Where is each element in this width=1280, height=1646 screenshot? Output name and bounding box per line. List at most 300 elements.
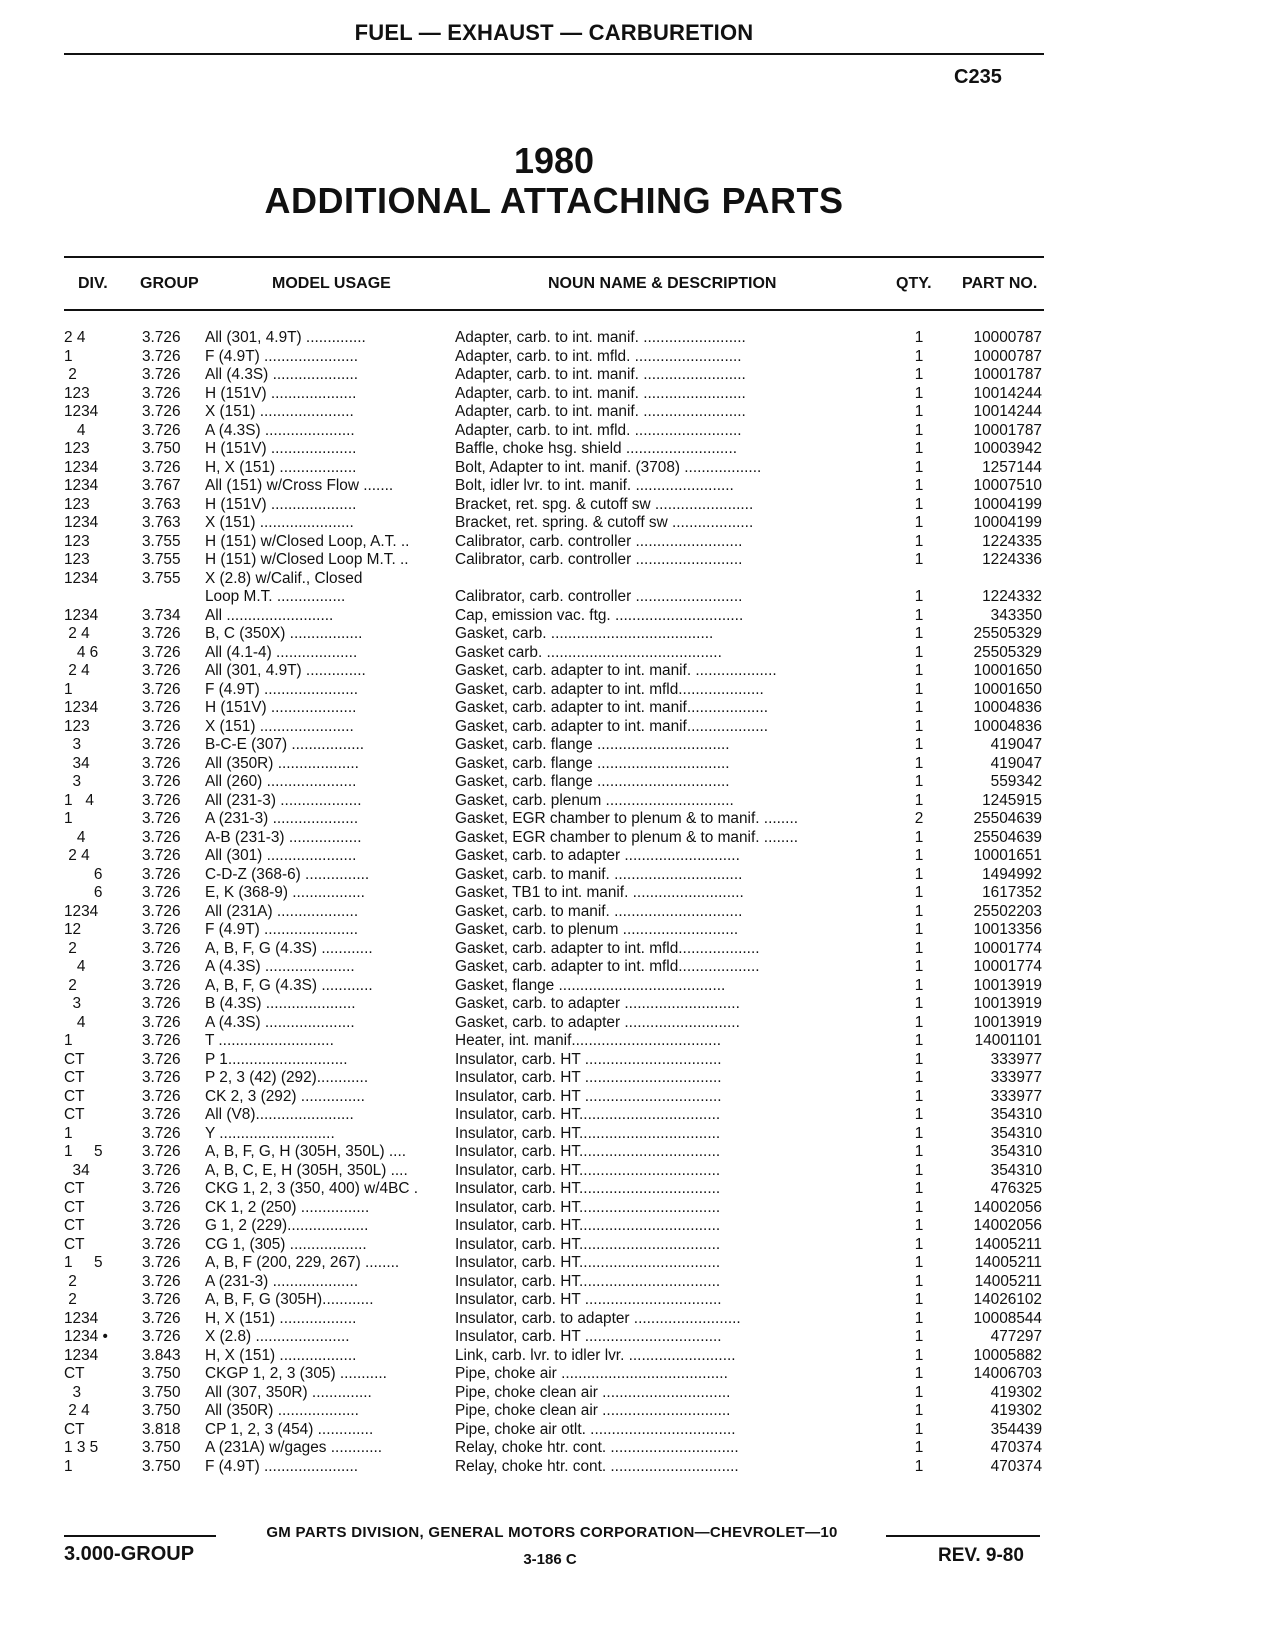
cell-qty: 1 [914, 939, 924, 957]
cell-noun-name: Bolt, Adapter to int. manif. (3708) .................. [455, 458, 762, 476]
table-row [64, 385, 1044, 404]
table-row [64, 1236, 1044, 1255]
cell-qty: 1 [914, 1420, 924, 1438]
cell-model-usage: X (151) ...................... [205, 514, 354, 531]
cell-noun-name: Gasket, carb. adapter to int. manif. ................... [455, 662, 777, 679]
cell-group: 3.726 [142, 773, 181, 790]
cell-qty: 1 [914, 1124, 924, 1142]
cell-div: CT [64, 1050, 85, 1068]
cell-model-usage: H, X (151) .................. [205, 1309, 357, 1327]
cell-noun-name: Pipe, choke air otlt. .................................. [455, 1420, 736, 1438]
cell-group: 3.726 [142, 921, 181, 938]
cell-qty: 1 [914, 1198, 924, 1216]
cell-model-usage: X (151) ...................... [205, 717, 354, 735]
table-row [64, 699, 1044, 718]
cell-part-no: 10001651 [973, 847, 1042, 864]
cell-div: 2 4 [64, 625, 90, 642]
cell-qty: 1 [914, 1087, 924, 1105]
cell-group: 3.726 [142, 680, 181, 698]
cell-model-usage: A, B, F, G (4.3S) ............ [205, 976, 373, 994]
cell-part-no: 10001650 [973, 662, 1042, 679]
footer-rule-left [64, 1535, 216, 1537]
cell-qty: 1 [914, 976, 924, 994]
table-row [64, 1439, 1044, 1458]
table-row [64, 792, 1044, 811]
cell-group: 3.750 [142, 1457, 181, 1475]
cell-qty: 1 [914, 662, 924, 679]
cell-div: 2 [64, 976, 77, 994]
table-row [64, 551, 1044, 570]
cell-part-no: 25502203 [973, 902, 1042, 920]
cell-part-no: 10013919 [973, 995, 1042, 1012]
cell-noun-name: Adapter, carb. to int. manif. ........................ [455, 329, 746, 346]
cell-group: 3.726 [142, 958, 181, 975]
cell-noun-name: Link, carb. lvr. to idler lvr. ......................... [455, 1346, 736, 1364]
cell-model-usage: A (4.3S) ..................... [205, 421, 355, 439]
header-rule [64, 53, 1044, 55]
cell-part-no: 10007510 [973, 477, 1042, 494]
cell-group: 3.843 [142, 1346, 181, 1364]
cell-part-no: 419047 [990, 736, 1042, 753]
cell-qty: 1 [914, 551, 924, 568]
cell-qty: 1 [914, 1402, 924, 1419]
table-row [64, 459, 1044, 478]
cell-part-no: 354310 [990, 1143, 1042, 1160]
cell-div: 1234 [64, 699, 99, 716]
cell-qty: 1 [914, 921, 924, 938]
cell-noun-name: Gasket, carb. to plenum ........................... [455, 921, 739, 938]
cell-qty: 1 [914, 514, 924, 531]
table-row [64, 847, 1044, 866]
cell-qty: 1 [914, 754, 924, 772]
cell-model-usage: CP 1, 2, 3 (454) ............. [205, 1420, 374, 1438]
cell-qty: 1 [914, 1069, 924, 1086]
footer-publisher: GM PARTS DIVISION, GENERAL MOTORS CORPORATION—CHEVROLET—10 [266, 1524, 838, 1541]
cell-model-usage: H (151V) .................... [205, 440, 357, 457]
cell-part-no: 1257144 [982, 458, 1042, 476]
cell-part-no: 14026102 [973, 1291, 1042, 1308]
table-row [64, 644, 1044, 663]
column-header-model-usage: MODEL USAGE [272, 275, 391, 292]
cell-noun-name: Insulator, carb. HT................................. [455, 1161, 721, 1179]
cell-group: 3.750 [142, 1365, 181, 1382]
cell-noun-name: Adapter, carb. to int. mfld. ......................... [455, 347, 742, 365]
cell-model-usage: P 2, 3 (42) (292)............ [205, 1069, 369, 1086]
cell-noun-name: Gasket, carb. to adapter ........................... [455, 1013, 740, 1031]
cell-div: 1234 [64, 1346, 99, 1364]
cell-group: 3.726 [142, 1106, 181, 1123]
cell-part-no: 10013356 [973, 921, 1042, 938]
cell-group: 3.726 [142, 403, 181, 420]
cell-model-usage: B, C (350X) ................. [205, 625, 363, 642]
cell-part-no: 419302 [990, 1383, 1042, 1401]
cell-div: 4 [64, 828, 86, 846]
cell-div: 2 [64, 366, 77, 383]
cell-noun-name: Gasket, carb. adapter to int. mfld................... [455, 958, 760, 975]
table-row [64, 662, 1044, 681]
cell-part-no: 14001101 [974, 1032, 1042, 1049]
cell-noun-name: Gasket, carb. flange ............................... [455, 754, 730, 772]
cell-div: 1234 [64, 902, 99, 920]
cell-model-usage: A, B, C, E, H (305H, 350L) .... [205, 1161, 408, 1179]
cell-qty: 1 [914, 865, 924, 883]
table-row [64, 607, 1044, 626]
cell-noun-name: Bracket, ret. spg. & cutoff sw ....................... [455, 495, 754, 513]
cell-noun-name: Gasket, carb. to adapter ........................... [455, 847, 740, 864]
table-row [64, 940, 1044, 959]
cell-div: 2 4 [64, 329, 86, 346]
cell-noun-name: Gasket, carb. to manif. .............................. [455, 865, 743, 883]
table-row [64, 903, 1044, 922]
cell-noun-name: Insulator, carb. HT................................. [455, 1143, 721, 1160]
cell-div: 1 4 [64, 791, 94, 809]
table-row [64, 570, 1044, 589]
cell-group: 3.726 [142, 847, 181, 864]
cell-part-no: 333977 [990, 1087, 1042, 1105]
cell-group: 3.726 [142, 1217, 181, 1234]
table-row [64, 810, 1044, 829]
cell-div: 1 5 [64, 1143, 103, 1160]
cell-group: 3.726 [142, 995, 181, 1012]
cell-noun-name: Insulator, carb. HT................................. [455, 1198, 721, 1216]
cell-model-usage: A (231-3) .................... [205, 1272, 359, 1290]
cell-div: 3 [64, 773, 82, 790]
cell-noun-name: Insulator, carb. HT................................. [455, 1217, 721, 1234]
cell-group: 3.726 [142, 1198, 181, 1216]
cell-div: 2 [64, 1272, 77, 1290]
table-row [64, 440, 1044, 459]
table-row [64, 1347, 1044, 1366]
cell-model-usage: All (231A) ................... [205, 902, 359, 920]
table-row [64, 329, 1044, 348]
cell-model-usage: H (151V) .................... [205, 699, 357, 716]
cell-qty: 1 [914, 495, 924, 513]
table-row [64, 1365, 1044, 1384]
table-row [64, 1125, 1044, 1144]
cell-model-usage: Loop M.T. ................ [205, 588, 346, 605]
cell-div: 3 [64, 736, 82, 753]
cell-group: 3.726 [142, 976, 181, 994]
cell-div: 1234 [64, 458, 99, 476]
cell-noun-name: Heater, int. manif................................... [455, 1032, 721, 1049]
cell-div: 1 [64, 1032, 73, 1049]
cell-qty: 1 [914, 1328, 924, 1345]
cell-part-no: 559342 [990, 773, 1042, 790]
cell-model-usage: All (301, 4.9T) .............. [205, 329, 366, 346]
cell-div: 34 [64, 754, 90, 772]
cell-group: 3.750 [142, 1402, 181, 1419]
cell-noun-name: Bolt, idler lvr. to int. manif. ....................... [455, 477, 734, 494]
cell-model-usage: All (301, 4.9T) .............. [205, 662, 366, 679]
cell-noun-name: Calibrator, carb. controller ......................... [455, 532, 743, 550]
cell-model-usage: P 1............................ [205, 1050, 348, 1068]
cell-div: 1234 [64, 477, 99, 494]
cell-group: 3.726 [142, 1124, 181, 1142]
cell-part-no: 343350 [990, 606, 1042, 624]
cell-model-usage: F (4.9T) ...................... [205, 680, 359, 698]
cell-noun-name: Gasket, carb. plenum .............................. [455, 791, 734, 809]
cell-model-usage: T ........................... [205, 1032, 334, 1049]
table-row [64, 1162, 1044, 1181]
cell-model-usage: All (4.3S) .................... [205, 366, 359, 383]
cell-group: 3.726 [142, 662, 181, 679]
section-title: FUEL — EXHAUST — CARBURETION [354, 20, 754, 45]
cell-part-no: 25505329 [973, 625, 1042, 642]
cell-qty: 1 [914, 477, 924, 494]
cell-part-no: 25504639 [973, 828, 1042, 846]
cell-div: CT [64, 1235, 85, 1253]
cell-model-usage: A (4.3S) ..................... [205, 958, 355, 975]
cell-div: 1234 [64, 514, 99, 531]
table-row [64, 477, 1044, 496]
cell-group: 3.726 [142, 366, 181, 383]
cell-qty: 1 [914, 1013, 924, 1031]
cell-part-no: 1224336 [982, 551, 1042, 568]
table-row [64, 829, 1044, 848]
cell-noun-name: Adapter, carb. to int. manif. ........................ [455, 366, 746, 383]
cell-noun-name: Gasket, carb. adapter to int. manif................... [455, 699, 769, 716]
cell-part-no: 10004199 [973, 514, 1042, 531]
cell-group: 3.755 [142, 569, 181, 587]
cell-model-usage: CKGP 1, 2, 3 (305) ........... [205, 1365, 387, 1382]
cell-group: 3.726 [142, 1235, 181, 1253]
cell-group: 3.726 [142, 699, 181, 716]
table-row [64, 1051, 1044, 1070]
cell-qty: 1 [914, 366, 924, 383]
cell-qty: 1 [914, 384, 924, 402]
cell-div: 2 4 [64, 1402, 90, 1419]
cell-noun-name: Pipe, choke clean air .............................. [455, 1402, 731, 1419]
cell-qty: 1 [914, 1346, 924, 1364]
cell-qty: 1 [914, 1106, 924, 1123]
cell-group: 3.750 [142, 440, 181, 457]
cell-noun-name: Relay, choke htr. cont. .............................. [455, 1457, 739, 1475]
cell-qty: 1 [914, 1217, 924, 1234]
cell-group: 3.755 [142, 551, 181, 568]
cell-qty: 1 [914, 1365, 924, 1382]
table-row [64, 422, 1044, 441]
cell-noun-name: Gasket, TB1 to int. manif. .......................... [455, 884, 744, 901]
cell-group: 3.726 [142, 791, 181, 809]
cell-qty: 1 [914, 440, 924, 457]
cell-div: 12 [64, 921, 82, 938]
table-row [64, 718, 1044, 737]
cell-part-no: 10004836 [973, 717, 1042, 735]
table-row [64, 1421, 1044, 1440]
table-row [64, 1180, 1044, 1199]
cell-model-usage: CG 1, (305) .................. [205, 1235, 367, 1253]
cell-div: 4 [64, 958, 86, 975]
cell-qty: 1 [914, 1143, 924, 1160]
cell-qty: 1 [914, 588, 924, 605]
cell-qty: 2 [914, 810, 924, 827]
cell-part-no: 10001650 [973, 680, 1042, 698]
cell-qty: 1 [914, 1235, 924, 1253]
cell-part-no: 10014244 [973, 384, 1042, 402]
cell-qty: 1 [914, 1254, 924, 1271]
cell-part-no: 10008544 [973, 1309, 1042, 1327]
table-row [64, 1014, 1044, 1033]
cell-group: 3.726 [142, 1272, 181, 1290]
cell-part-no: 14002056 [973, 1217, 1042, 1234]
heading-year: 1980 [513, 140, 595, 181]
cell-part-no: 10001774 [973, 958, 1042, 975]
table-row [64, 1273, 1044, 1292]
cell-model-usage: B-C-E (307) ................. [205, 736, 365, 753]
cell-qty: 1 [914, 717, 924, 735]
cell-noun-name: Adapter, carb. to int. manif. ........................ [455, 384, 746, 402]
column-header-group: GROUP [140, 275, 199, 292]
cell-part-no: 10001774 [973, 939, 1042, 957]
table-row [64, 1384, 1044, 1403]
cell-qty: 1 [914, 1439, 924, 1456]
cell-group: 3.726 [142, 754, 181, 772]
cell-model-usage: All (260) ..................... [205, 773, 357, 790]
cell-group: 3.726 [142, 347, 181, 365]
cell-part-no: 476325 [990, 1180, 1042, 1197]
cell-div: 1 [64, 347, 73, 365]
cell-model-usage: A, B, F, G (4.3S) ............ [205, 939, 373, 957]
cell-noun-name: Insulator, carb. HT ................................ [455, 1050, 722, 1068]
table-row [64, 366, 1044, 385]
cell-part-no: 10013919 [973, 976, 1042, 994]
cell-group: 3.726 [142, 902, 181, 920]
cell-group: 3.726 [142, 1143, 181, 1160]
cell-div: 123 [64, 495, 90, 513]
cell-model-usage: Y ........................... [205, 1124, 335, 1142]
cell-qty: 1 [914, 958, 924, 975]
cell-model-usage: All (V8)....................... [205, 1106, 354, 1123]
cell-noun-name: Relay, choke htr. cont. .............................. [455, 1439, 739, 1456]
cell-model-usage: All (301) ..................... [205, 847, 357, 864]
cell-group: 3.726 [142, 717, 181, 735]
cell-group: 3.734 [142, 606, 181, 624]
cell-noun-name: Gasket, flange ....................................... [455, 976, 726, 994]
cell-div: 1 5 [64, 1254, 103, 1271]
cell-group: 3.750 [142, 1383, 181, 1401]
table-row [64, 625, 1044, 644]
cell-group: 3.726 [142, 1161, 181, 1179]
table-row [64, 1217, 1044, 1236]
cell-noun-name: Pipe, choke air ....................................... [455, 1365, 728, 1382]
table-row [64, 514, 1044, 533]
table-row [64, 995, 1044, 1014]
cell-group: 3.726 [142, 1069, 181, 1086]
cell-qty: 1 [914, 791, 924, 809]
table-row [64, 403, 1044, 422]
cell-noun-name: Calibrator, carb. controller ......................... [455, 551, 743, 568]
cell-group: 3.726 [142, 1254, 181, 1271]
cell-group: 3.726 [142, 1087, 181, 1105]
cell-div: 4 [64, 1013, 86, 1031]
cell-div: CT [64, 1217, 85, 1234]
cell-group: 3.726 [142, 458, 181, 476]
cell-model-usage: CK 2, 3 (292) ............... [205, 1087, 365, 1105]
cell-model-usage: H (151V) .................... [205, 384, 357, 402]
cell-part-no: 10005882 [973, 1346, 1042, 1364]
cell-qty: 1 [914, 773, 924, 790]
cell-noun-name: Insulator, carb. HT................................. [455, 1124, 721, 1142]
cell-noun-name: Gasket, EGR chamber to plenum & to manif. ........ [455, 828, 799, 846]
cell-part-no: 10000787 [973, 347, 1042, 365]
cell-div: 4 [64, 421, 86, 439]
cell-model-usage: All ......................... [205, 606, 334, 624]
cell-part-no: 14002056 [973, 1198, 1042, 1216]
cell-div: 1 [64, 680, 73, 698]
table-row [64, 866, 1044, 885]
cell-div: CT [64, 1106, 85, 1123]
cell-noun-name: Gasket, carb. adapter to int. mfld.................... [455, 680, 764, 698]
cell-noun-name: Insulator, carb. HT ................................ [455, 1291, 722, 1308]
cell-qty: 1 [914, 902, 924, 920]
cell-qty: 1 [914, 995, 924, 1012]
cell-noun-name: Gasket, carb. flange ............................... [455, 773, 730, 790]
cell-noun-name: Insulator, carb. HT................................. [455, 1272, 721, 1290]
column-header-part-no: PART NO. [962, 275, 1038, 292]
cell-qty: 1 [914, 606, 924, 624]
table-row [64, 1069, 1044, 1088]
cell-div: 2 [64, 939, 77, 957]
cell-noun-name: Insulator, carb. HT................................. [455, 1180, 721, 1197]
table-row [64, 958, 1044, 977]
cell-div: 6 [64, 865, 103, 883]
table-row [64, 773, 1044, 792]
cell-div: 1234 • [64, 1328, 108, 1345]
table-row [64, 1291, 1044, 1310]
cell-noun-name: Adapter, carb. to int. mfld. ......................... [455, 421, 742, 439]
cell-noun-name: Insulator, carb. HT ................................ [455, 1069, 722, 1086]
cell-model-usage: H, X (151) .................. [205, 1346, 357, 1364]
cell-model-usage: C-D-Z (368-6) ............... [205, 865, 370, 883]
cell-noun-name: Insulator, carb. HT................................. [455, 1235, 721, 1253]
cell-div: 1234 [64, 569, 99, 587]
cell-qty: 1 [914, 421, 924, 439]
cell-part-no: 1224332 [982, 588, 1042, 605]
cell-qty: 1 [914, 828, 924, 846]
cell-div: 2 [64, 1291, 77, 1308]
cell-group: 3.755 [142, 532, 181, 550]
footer-rule-right [886, 1535, 1040, 1537]
cell-noun-name: Insulator, carb. HT ................................ [455, 1328, 722, 1345]
cell-model-usage: G 1, 2 (229)................... [205, 1217, 369, 1234]
cell-model-usage: CKG 1, 2, 3 (350, 400) w/4BC . [205, 1180, 419, 1197]
cell-qty: 1 [914, 1457, 924, 1475]
column-header-div: DIV. [78, 275, 108, 292]
cell-qty: 1 [914, 699, 924, 716]
table-row [64, 1310, 1044, 1329]
cell-part-no: 1245915 [982, 791, 1042, 809]
table-row [64, 533, 1044, 552]
cell-part-no: 333977 [990, 1069, 1042, 1086]
cell-part-no: 10004836 [973, 699, 1042, 716]
cell-noun-name: Gasket, carb. flange ............................... [455, 736, 730, 753]
cell-part-no: 477297 [990, 1328, 1042, 1345]
cell-div: 1 [64, 1124, 73, 1142]
cell-group: 3.763 [142, 514, 181, 531]
cell-div: CT [64, 1180, 85, 1197]
table-row [64, 977, 1044, 996]
cell-group: 3.750 [142, 1439, 181, 1456]
column-header-bottom-rule [64, 309, 1044, 311]
cell-noun-name: Gasket, carb. ...................................... [455, 625, 714, 642]
table-row [64, 1143, 1044, 1162]
cell-noun-name: Insulator, carb. to adapter ......................... [455, 1309, 741, 1327]
cell-group: 3.726 [142, 828, 181, 846]
cell-group: 3.726 [142, 384, 181, 402]
cell-part-no: 333977 [990, 1050, 1042, 1068]
cell-div: 1 [64, 1457, 73, 1475]
cell-div: 1234 [64, 606, 99, 624]
